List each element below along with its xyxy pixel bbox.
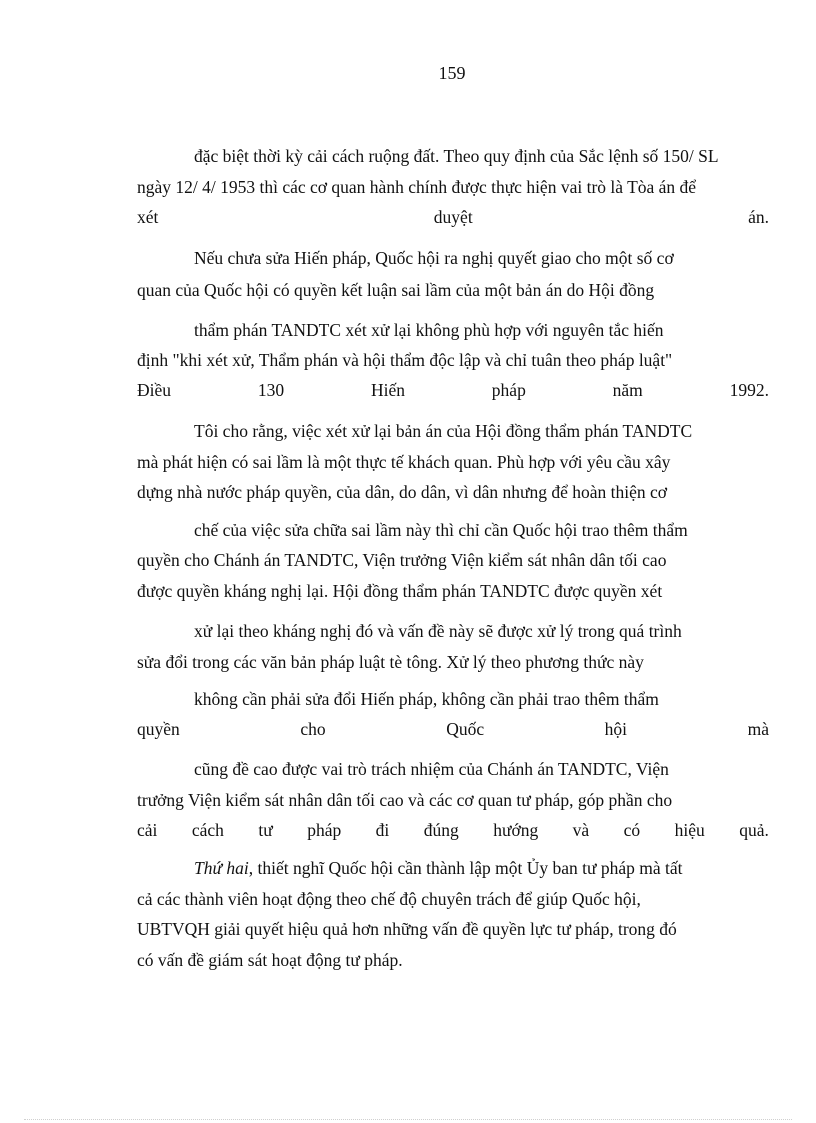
word: và: [572, 820, 590, 840]
page-bottom-divider: [24, 1119, 792, 1120]
word: quyền: [137, 719, 180, 739]
text-line: UBTVQH giải quyết hiệu quả hơn những vấn đề quyền lực tư pháp, trong đó: [137, 919, 677, 939]
text-line: quan của Quốc hội có quyền kết luận sai lầm của một bản án do Hội đồng: [137, 280, 655, 300]
word: Hiến: [370, 380, 405, 400]
word: hiệu: [674, 820, 705, 840]
text-line: trưởng Viện kiểm sát nhân dân tối cao và các cơ quan tư pháp, góp phần cho: [137, 790, 673, 810]
text-line: Nếu chưa sửa Hiến pháp, Quốc hội ra nghị quyết giao cho một số cơ: [194, 248, 674, 268]
word: pháp: [491, 380, 526, 400]
text-line: được quyền kháng nghị lại. Hội đồng thẩm phán TANDTC được quyền xét: [137, 581, 663, 601]
text-line: xử lại theo kháng nghị đó và vấn đề này sẽ được xử lý trong quá trình: [194, 621, 682, 641]
word: đi: [375, 820, 390, 840]
word: có: [623, 820, 641, 840]
word: 130: [257, 380, 285, 400]
word: hướng: [493, 820, 539, 840]
text-line: định "khi xét xử, Thẩm phán và hội thẩm độc lập và chỉ tuân theo pháp luật": [137, 350, 673, 370]
text-line-justified: [137, 205, 769, 229]
text-line: ngày 12/ 4/ 1953 thì các cơ quan hành chính được thực hiện vai trò là Tòa án để: [137, 177, 697, 197]
text-line-justified: [137, 818, 769, 842]
word: cách: [191, 820, 224, 840]
text-line: chế của việc sửa chữa sai lầm này thì chỉ cần Quốc hội trao thêm thẩm: [194, 520, 688, 540]
text-span: , thiết nghĩ Quốc hội cần thành lập một Ủy ban tư pháp mà tất: [248, 858, 683, 878]
text-line: có vấn đề giám sát hoạt động tư pháp.: [137, 950, 403, 970]
word: xét: [137, 207, 159, 227]
word: cải: [137, 820, 158, 840]
text-line: đặc biệt thời kỳ cải cách ruộng đất. Theo quy định của Sắc lệnh số 150/ SL: [194, 146, 719, 166]
word: năm: [612, 380, 643, 400]
text-line: thẩm phán TANDTC xét xử lại không phù hợp với nguyên tắc hiến: [194, 320, 664, 340]
word: Điều: [137, 380, 172, 400]
text-line: quyền cho Chánh án TANDTC, Viện trưởng Viện kiểm sát nhân dân tối cao: [137, 550, 667, 570]
page-number: 159: [438, 63, 466, 83]
word: cho: [300, 719, 326, 739]
text-line: cả các thành viên hoạt động theo chế độ chuyên trách để giúp Quốc hội,: [137, 889, 641, 909]
text-line-justified: [137, 717, 769, 741]
text-line: mà phát hiện có sai lầm là một thực tế khách quan. Phù hợp với yêu cầu xây: [137, 452, 671, 472]
word: mà: [747, 719, 769, 739]
word: án.: [748, 207, 769, 227]
text-line: cũng đề cao được vai trò trách nhiệm của Chánh án TANDTC, Viện: [194, 759, 669, 779]
word: duyệt: [433, 207, 473, 227]
text-line: sửa đổi trong các văn bản pháp luật tè tông. Xử lý theo phương thức này: [137, 652, 644, 672]
text-line: [194, 856, 683, 880]
text-line: Tôi cho rằng, việc xét xử lại bản án của Hội đồng thẩm phán TANDTC: [194, 421, 693, 441]
text-line-justified: [137, 378, 769, 402]
word: quả.: [739, 820, 769, 840]
word: Quốc: [446, 719, 485, 739]
text-line: không cần phải sửa đổi Hiến pháp, không cần phải trao thêm thẩm: [194, 689, 659, 709]
word: 1992.: [729, 380, 769, 400]
word: hội: [604, 719, 628, 739]
word: tư: [258, 820, 273, 840]
word: pháp: [307, 820, 342, 840]
text-line: dựng nhà nước pháp quyền, của dân, do dân, vì dân nhưng để hoàn thiện cơ: [137, 482, 668, 502]
emphasis-lead: Thứ hai: [194, 858, 249, 878]
word: đúng: [423, 820, 459, 840]
